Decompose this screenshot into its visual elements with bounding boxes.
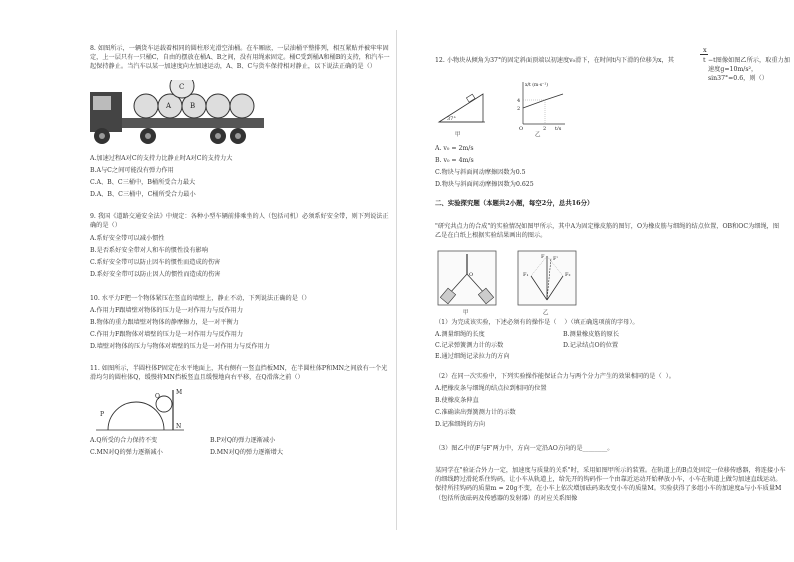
right-column xyxy=(397,0,794,562)
origin-label: O xyxy=(519,126,524,130)
q13-sub1-option-e: E.通过细绳记录拉力的方向 xyxy=(435,353,510,360)
q12-frac-bar xyxy=(700,54,708,55)
q9-option-b: B.是否系好安全带对人和车的惯性没有影响 xyxy=(90,247,208,254)
force-f-prime-label: F' xyxy=(553,256,558,262)
q11-text: 11. 如图所示，半圆柱体P固定在水平地面上，其右侧有一竖直挡板MN，在半圆柱体P和MN之间放有一个光滑均匀的圆柱体Q，缓慢将MN挡板竖直且缓慢地向右平移，在Q滑落之前（） xyxy=(90,365,388,382)
q12-fig-label-b: 乙 xyxy=(535,132,541,138)
x-tick-2: 2 xyxy=(543,126,547,130)
q8-option-a: A.加速过程A对C的支持力比静止时A对C的支持力大 xyxy=(90,155,233,162)
q13-sub1-option-a: A.测量细绳的长度 xyxy=(435,331,485,338)
q11-option-c: C.MN对Q的弹力逐渐减小 xyxy=(90,449,163,456)
force-f-label: F xyxy=(541,254,545,260)
q8-option-c: C.A、B、C三桶中，B桶所受合力最大 xyxy=(90,179,196,186)
q13-sub1-option-c: C.记录弹簧测力计的示数 xyxy=(435,342,504,349)
q13-sub1: （1）为完成该实验，下述必须有的操作是（ ）（填正确选项前的字母）。 xyxy=(435,319,639,326)
q12-text: 12. 小物块从倾角为37°的固定斜面顶端以初速度v₀滑下，在时间t内下滑的位移为x，其 xyxy=(435,57,674,64)
q12-incline-figure xyxy=(437,84,487,130)
force-f2-label: F₂ xyxy=(565,272,571,278)
q8-text: 8. 如图所示，一辆货车运载着相同的圆柱形光滑空油桶。在车厢底，一层油桶平整排列，相互紧贴并被牢牢固定，上一层只有一只桶C，自由的摆放在桶A、B之间，没有用绳索固定。桶C受到桶A和桶B的支持，和汽车一起保持静止。当汽车以某一加速度向左加速运动，A、B、C与货车保持相对静止，以下说法正确的是（） xyxy=(90,45,390,71)
q10-option-c: C.作用力F跟物体对墙壁的压力是一对作用力与反作用力 xyxy=(90,331,244,338)
q8-truck-figure xyxy=(88,80,268,148)
q12-option-b: B. v₀ = 4m/s xyxy=(435,157,474,164)
q13-figure-a xyxy=(437,250,497,306)
q12-option-a: A. v₀ = 2m/s xyxy=(435,145,474,152)
q11-option-d: D.MN对Q的弹力逐渐增大 xyxy=(210,449,284,456)
force-f1-label: F₁ xyxy=(523,272,529,278)
q13-sub2-option-d: D.记准细绳的方向 xyxy=(435,421,486,428)
q9-option-a: A.系好安全带可以减小惯性 xyxy=(90,235,165,242)
x-axis-label: t/s xyxy=(555,126,562,130)
point-o-label: O xyxy=(469,272,474,278)
q9-text: 9. 我国《道路交通安全法》中规定：各种小型车辆前排乘坐的人（包括司机）必须系好安全带，则下列说法正确的是（） xyxy=(90,213,389,230)
q13-sub2: （2）在同一次实验中，下列实验操作能保证合力与两个分力产生的效果相同的是（ ）。 xyxy=(435,373,675,380)
q13-sub2-option-c: C.准确读出弹簧测力计的示数 xyxy=(435,409,516,416)
label-c: C xyxy=(179,83,185,91)
q14-text: 某同学在"验证合外力一定，加速度与质量的关系"时，采用如图甲所示的装置。在轨道上的B点处固定一位移传感器，将连接小车的细线跨过滑轮系住钩码，让小车从轨道上，给先开的钩码作一个由靠近运动开始释放小车，小车在轨道上做匀加速直线运动。保持所挂钩码的质量m = 20g不变，在小车上依次增加砝码来改变小车的质量M。实验获得了多组小车的加速度a与小车质量M（包括所放砝码及传感器的发射器）的对应关系图像 xyxy=(435,467,786,502)
q10-text: 10. 水平力F把一个物体紧压在竖直的墙壁上，静止不动，下列说法正确的是（） xyxy=(90,295,311,302)
q12-option-c: C.物块与斜面间动摩擦因数为0.5 xyxy=(435,169,526,176)
q8-option-b: B.A与C之间可能没有弹力作用 xyxy=(90,167,174,174)
y-tick-2: 2 xyxy=(517,106,521,112)
q11-cylinder-figure xyxy=(96,386,186,436)
q13-sub1-option-b: B.测量橡皮筋的原长 xyxy=(563,331,620,338)
q10-option-b: B.物体的重力跟墙壁对物体的静摩擦力，是一对平衡力 xyxy=(90,319,239,326)
y-tick-4: 4 xyxy=(517,98,521,104)
q12-option-d: D.物块与斜面间动摩擦因数为0.625 xyxy=(435,181,534,188)
q13-sub3: （3）图乙中的F与F'两力中，方向一定沿AO方向的是________。 xyxy=(435,445,614,452)
y-axis-label: x/t (m·s⁻¹) xyxy=(525,83,548,88)
label-b: B xyxy=(190,102,196,110)
q11-option-a: A.Q所受的合力保持不变 xyxy=(90,437,158,444)
q11-option-b: B.P对Q的弹力逐渐减小 xyxy=(210,437,276,444)
q12-text-tail: −t图像如图乙所示，取重力加速度g=10m/s²，sin37°=0.6，则（） xyxy=(708,57,790,83)
label-m: M xyxy=(176,389,183,396)
q13-sub2-option-b: B.使橡皮条伸直 xyxy=(435,397,479,404)
q8-option-d: D.A、B、C三桶中，C桶所受合力最小 xyxy=(90,191,196,198)
q13-text: "研究共点力的合成"的实验情况如图甲所示，其中A为固定橡皮筋的图钉，O为橡皮筋与细绳的结点位置，OB和OC为细绳，图乙是在白纸上根据实验结果画出的图示。 xyxy=(435,223,780,240)
q10-option-a: A.作用力F跟墙壁对物体的压力是一对作用力与反作用力 xyxy=(90,307,244,314)
label-q: Q xyxy=(155,393,160,400)
q13-figure-b xyxy=(517,250,577,306)
label-a: A xyxy=(166,102,172,110)
label-n: N xyxy=(176,423,182,430)
q9-option-d: D.系好安全带可以防止因人的惯性而造成的伤害 xyxy=(90,271,221,278)
q12-frac-num: x xyxy=(703,46,707,54)
q9-option-c: C.系好安全带可以防止因车的惯性而造成的伤害 xyxy=(90,259,221,266)
q13-sub2-option-a: A.把橡皮条与细绳的结点拉到相同的位置 xyxy=(435,385,547,392)
q13-sub1-option-d: D.记录结点O的位置 xyxy=(563,342,619,349)
angle-label: 37° xyxy=(447,116,456,122)
section-2-title: 二、实验探究题（本题共2小题，每空2分，总共16分） xyxy=(435,199,594,207)
q12-graph xyxy=(517,80,567,130)
q13-fig-label-a: 甲 xyxy=(463,310,469,316)
q13-fig-label-b: 乙 xyxy=(543,310,549,316)
q12-frac-den: t xyxy=(703,56,706,64)
label-p: P xyxy=(100,411,105,418)
q12-fig-label-a: 甲 xyxy=(455,132,461,138)
q10-option-d: D.墙壁对物体的压力与物体对墙壁的压力是一对作用力与反作用力 xyxy=(90,343,270,350)
